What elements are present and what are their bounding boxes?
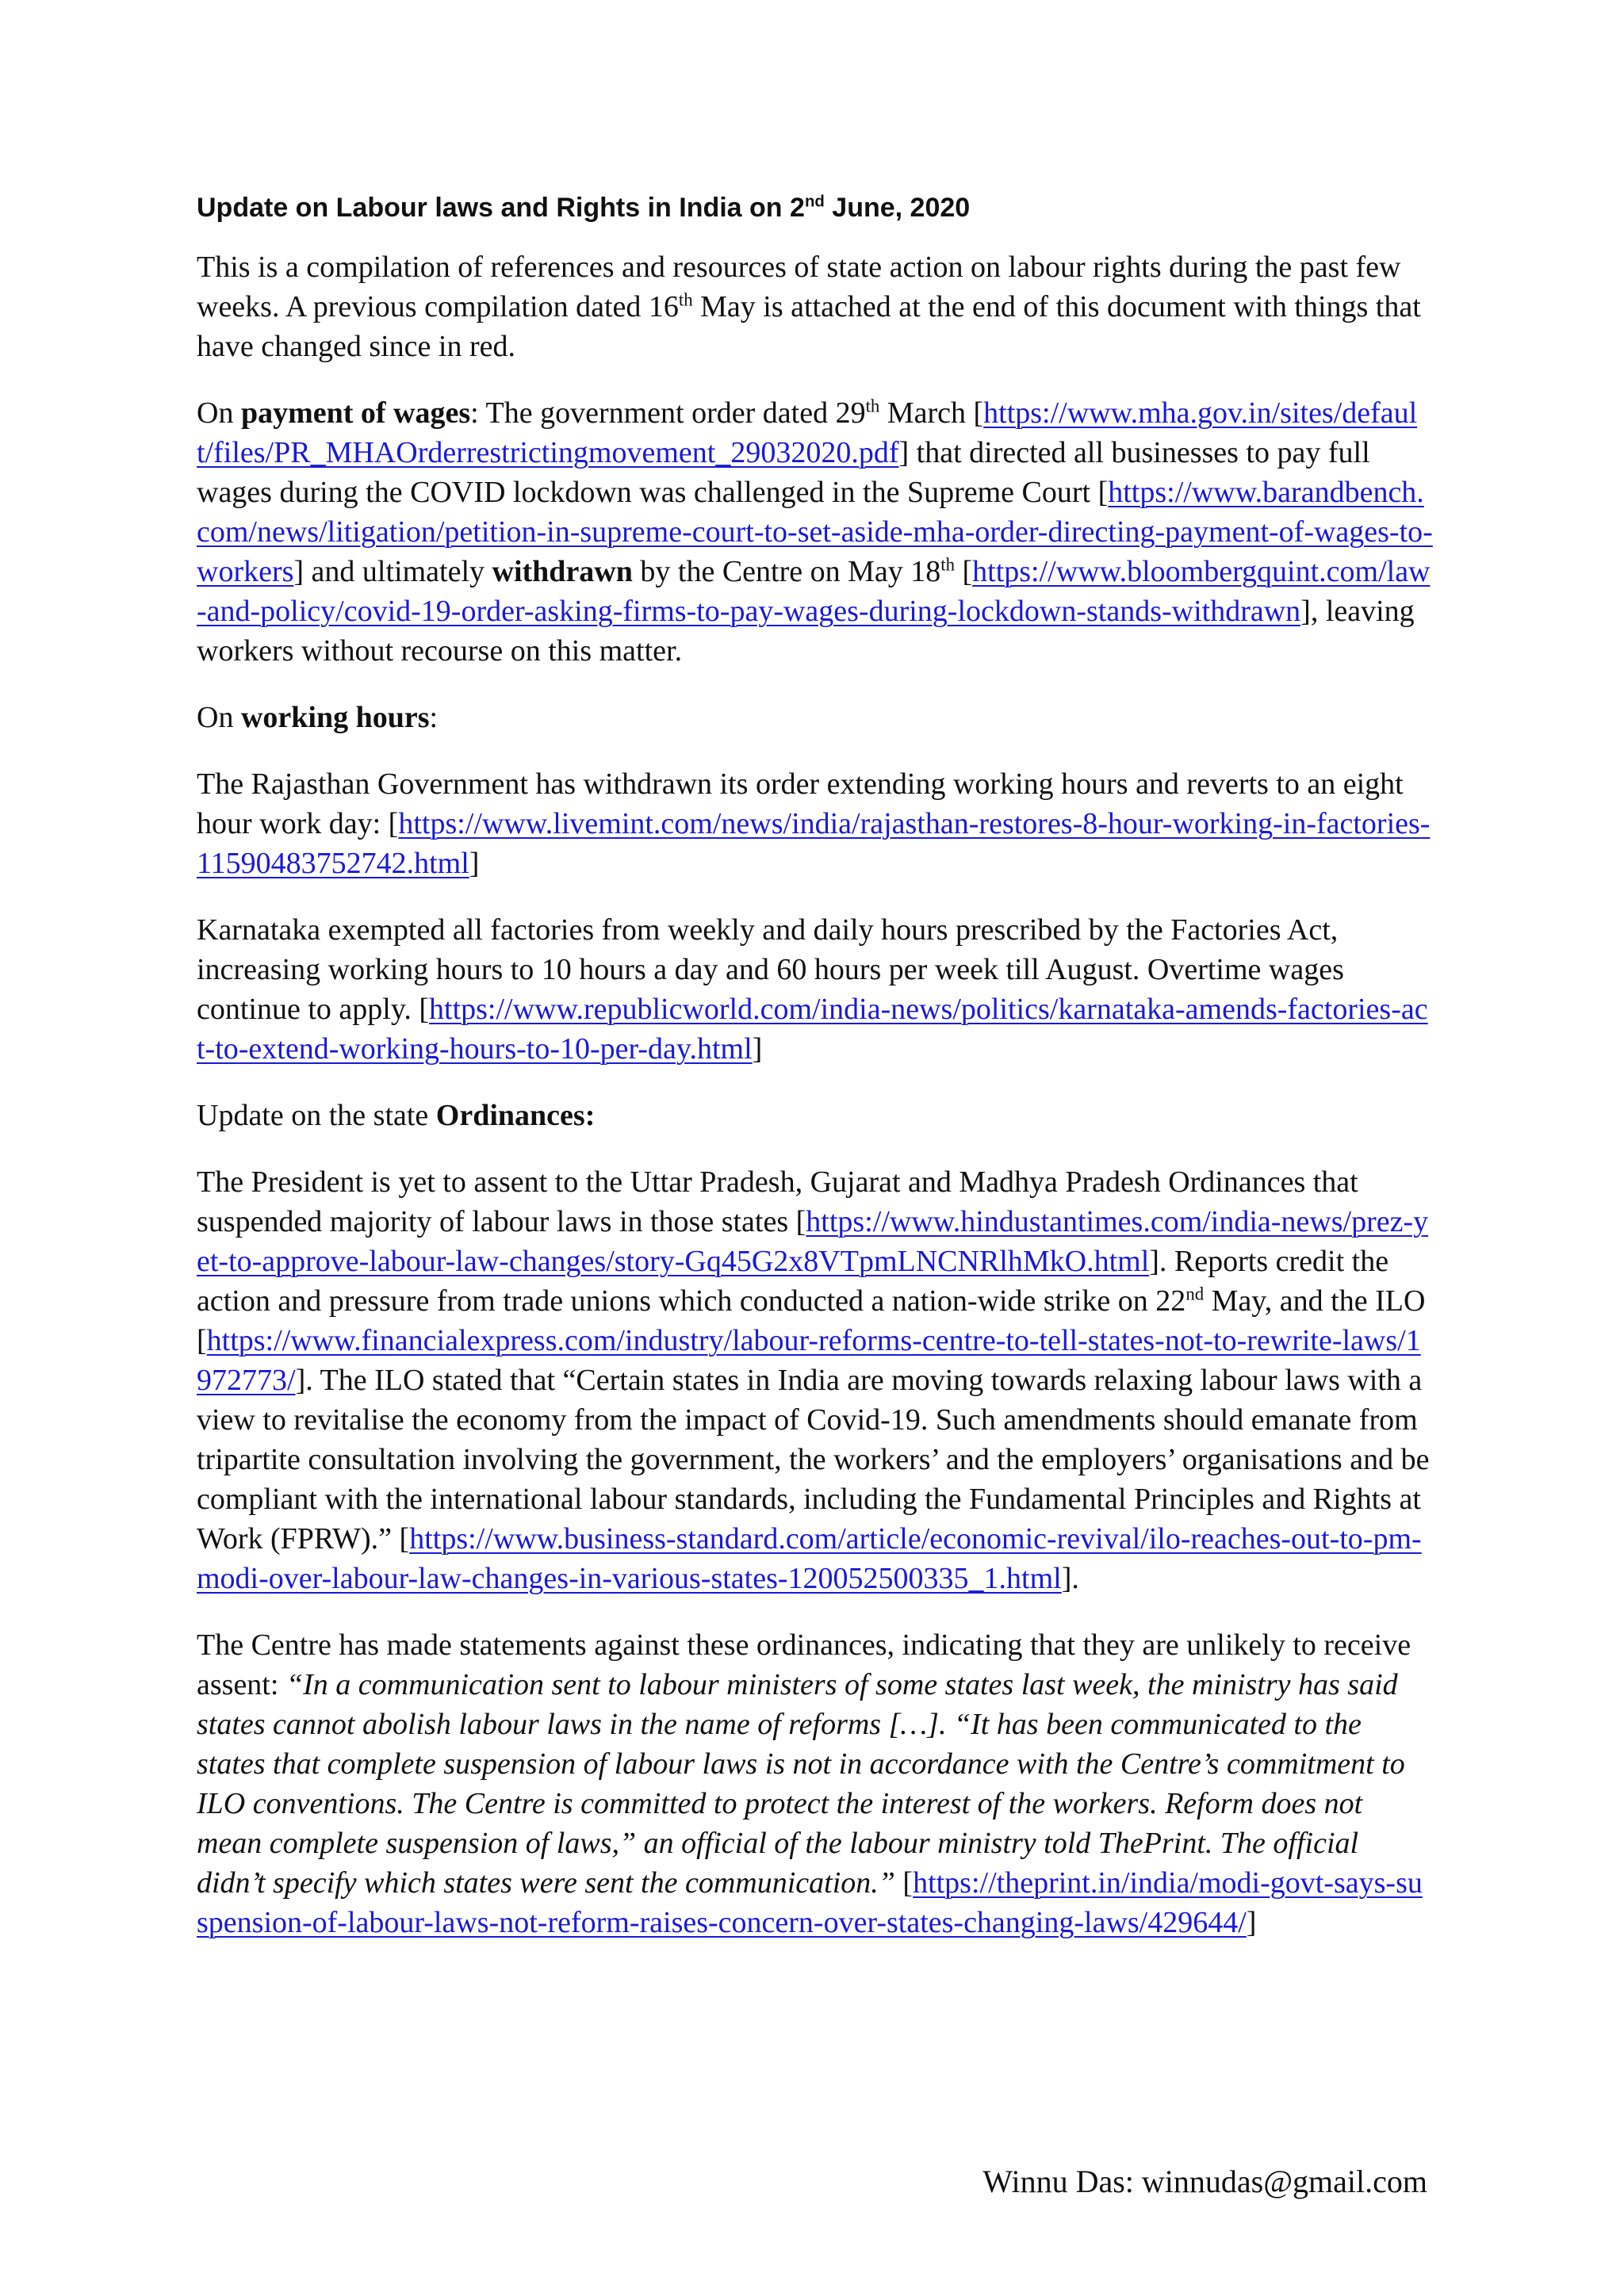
wages-lead: On xyxy=(197,396,241,430)
wages-text-c: ] that directed all businesses to pay full wages during the COVID lockdown was challenged in the Supreme Court [ xyxy=(197,436,1370,509)
ordinances-heading xyxy=(197,1096,1434,1135)
karnataka-text-b: ] xyxy=(752,1032,763,1066)
ordinances-bold: Ordinances: xyxy=(435,1099,596,1132)
wages-paragraph xyxy=(197,393,1434,671)
president-text-e: ]. xyxy=(1061,1562,1079,1595)
wages-link-bloombergquint[interactable]: https://www.bloombergquint.com/law-and-policy/covid-19-order-asking-firms-to-pay-wages-during-lockdown-stands-withdrawn xyxy=(197,555,1431,628)
president-text-a: The President is yet to assent to the Uttar Pradesh, Gujarat and Madhya Pradesh Ordinances that suspended majority of labour laws in those states [ xyxy=(197,1165,1358,1238)
president-text-c: May, and the ILO [ xyxy=(197,1284,1426,1357)
wages-text-e: by the Centre on May 18 xyxy=(632,555,941,588)
wages-sup-2: th xyxy=(940,554,955,575)
rajasthan-text-a: The Rajasthan Government has withdrawn its order extending working hours and reverts to an eight hour work day: [ xyxy=(197,767,1404,840)
document-body xyxy=(197,190,1434,1969)
title-tail: June, 2020 xyxy=(824,193,971,223)
karnataka-link-republicworld[interactable]: https://www.republicworld.com/india-news/politics/karnataka-amends-factories-act-to-extend-working-hours-to-10-per-day.html xyxy=(197,993,1428,1066)
centre-link-theprint[interactable]: https://theprint.in/india/modi-govt-says-suspension-of-labour-laws-not-reform-raises-concern-over-states-changing-laws/429644/ xyxy=(197,1866,1423,1939)
hours-tail: : xyxy=(429,701,439,734)
karnataka-text-a: Karnataka exempted all factories from weekly and daily hours prescribed by the Factories Act, increasing working hours to 10 hours a day and 60 hours per week till August. Overtime wages continue to apply. [ xyxy=(197,913,1344,1026)
wages-link-barandbench[interactable]: https://www.barandbench.com/news/litigation/petition-in-supreme-court-to-set-aside-mha-order-directing-payment-of-wages-to-workers xyxy=(197,476,1433,588)
hours-lead: On xyxy=(197,701,241,734)
wages-bold: payment of wages xyxy=(240,396,471,430)
karnataka-paragraph xyxy=(197,910,1434,1069)
wages-text-a: : The government order dated 29 xyxy=(470,396,866,430)
intro-text-a: This is a compilation of references and resources of state action on labour rights during the past few weeks. A previous compilation dated 16 xyxy=(197,251,1401,323)
wages-text-d: ] and ultimately xyxy=(293,555,492,588)
rajasthan-paragraph xyxy=(197,764,1434,883)
working-hours-heading xyxy=(197,698,1434,737)
president-text-b: ]. Reports credit the action and pressure from trade unions which conducted a nation-wide strike on 22 xyxy=(197,1245,1389,1318)
wages-text-b: March [ xyxy=(879,396,984,430)
centre-text-b: [ xyxy=(894,1866,914,1900)
wages-text-g: ], leaving workers without recourse on this matter. xyxy=(197,595,1415,668)
document-title xyxy=(197,190,1434,225)
president-link-financialexpress[interactable]: https://www.financialexpress.com/industry/labour-reforms-centre-to-tell-states-not-to-rewrite-laws/1972773/ xyxy=(197,1324,1421,1397)
hours-bold: working hours xyxy=(240,701,430,734)
rajasthan-text-b: ] xyxy=(469,847,480,880)
wages-sup-1: th xyxy=(865,396,880,416)
title-text: Update on Labour laws and Rights in India on 2 xyxy=(197,193,805,223)
president-text-d: ]. The ILO stated that “Certain states in India are moving towards relaxing labour laws with a view to revitalise the economy from the impact of Covid-19. Such amendments should emanate from tripartite consultation involving the government, the workers’ and the employers’ organisations and be compliant with the international labour standards, including the Fundamental Principles and Rights at Work (FPRW).” [ xyxy=(197,1364,1430,1556)
intro-paragraph xyxy=(197,247,1434,366)
centre-text-c: ] xyxy=(1246,1906,1257,1939)
ordinances-lead: Update on the state xyxy=(197,1099,436,1132)
intro-sup: th xyxy=(678,289,693,310)
centre-quote: “In a communication sent to labour ministers of some states last week, the ministry has said states cannot abolish labour laws in the name of reforms […]. “It has been communicated to the states that complete suspension of labour laws is not in accordance with the Centre’s commitment to ILO conventions. The Centre is committed to protect the interest of the workers. Reform does not mean complete suspension of laws,” an official of the labour ministry told ThePrint. The official didn’t specify which states were sent the communication.” xyxy=(197,1668,1405,1900)
author-footer: Winnu Das: winnudas@gmail.com xyxy=(982,2164,1427,2199)
rajasthan-link-livemint[interactable]: https://www.livemint.com/news/india/rajasthan-restores-8-hour-working-in-factories-11590483752742.html xyxy=(197,807,1431,880)
wages-bold-withdrawn: withdrawn xyxy=(492,555,633,588)
president-link-business-standard[interactable]: https://www.business-standard.com/article/economic-revival/ilo-reaches-out-to-pm-modi-over-labour-law-changes-in-various-states-120052500335_1.html xyxy=(197,1522,1422,1595)
president-link-hindustantimes[interactable]: https://www.hindustantimes.com/india-news/prez-yet-to-approve-labour-law-changes/story-Gq45G2x8VTpmLNCNRlhMkO.html xyxy=(197,1205,1429,1278)
president-sup: nd xyxy=(1185,1284,1205,1304)
wages-link-mha[interactable]: https://www.mha.gov.in/sites/default/files/PR_MHAOrderrestrictingmovement_29032020.pdf xyxy=(197,396,1418,469)
centre-text-a: The Centre has made statements against these ordinances, indicating that they are unlikely to receive assent: xyxy=(197,1628,1411,1701)
centre-paragraph xyxy=(197,1625,1434,1942)
president-paragraph xyxy=(197,1162,1434,1598)
title-sup: nd xyxy=(804,193,825,211)
wages-text-f: [ xyxy=(955,555,973,588)
intro-text-b: May is attached at the end of this document with things that have changed since in red. xyxy=(197,290,1421,363)
